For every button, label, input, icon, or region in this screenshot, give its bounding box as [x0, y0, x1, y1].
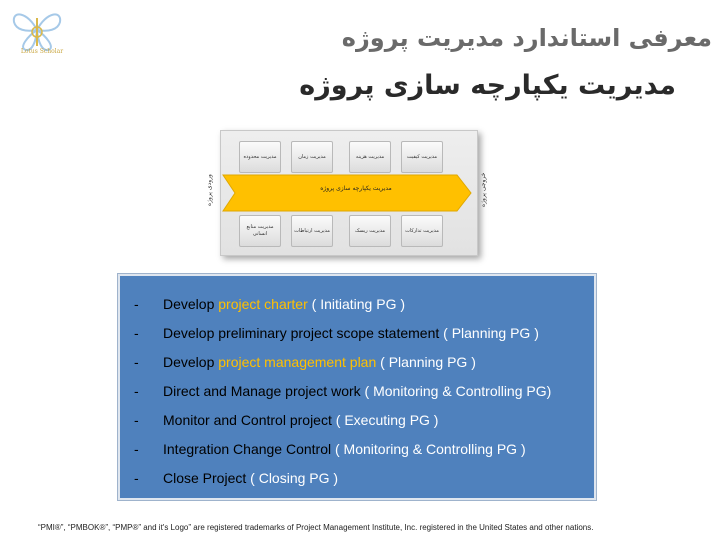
item-text: Develop preliminary project scope statement [163, 325, 440, 341]
list-item [134, 383, 590, 405]
list-item [134, 412, 590, 434]
list-dash: - [134, 412, 139, 428]
diagram-output-label: خروجی پروژه [480, 172, 487, 208]
item-text: Integration Change Control [163, 441, 332, 457]
list-item [134, 441, 590, 463]
item-text: Direct and Manage project work [163, 383, 361, 399]
process-group-label: ( Monitoring & Controlling PG ) [335, 441, 526, 457]
knowledge-area-box: مدیریت تدارکات [401, 215, 443, 247]
list-dash: - [134, 441, 139, 457]
item-highlight: project management plan [218, 354, 377, 370]
logo-caption: Lotus Scholar [20, 48, 64, 55]
list-dash: - [134, 383, 139, 399]
page-subtitle: مدیریت یکپارچه سازی پروژه [299, 70, 676, 101]
list-item [134, 470, 590, 492]
knowledge-area-box: مدیریت ریسک [349, 215, 391, 247]
process-list-panel [118, 274, 596, 500]
item-text: Close Project [163, 470, 247, 486]
list-dash: - [134, 325, 139, 341]
diagram-input-label: ورودی پروژه [206, 174, 213, 206]
knowledge-area-box: مدیریت منابع انسانی [239, 215, 281, 247]
knowledge-area-box: مدیریت هزینه [349, 141, 391, 173]
integration-diagram [220, 130, 478, 256]
page-title: معرفی استاندارد مدیریت پروژه [341, 24, 712, 52]
item-text: Develop [163, 354, 219, 370]
list-item [134, 354, 590, 376]
item-text: Monitor and Control project [163, 412, 332, 428]
process-group-label: ( Monitoring & Controlling PG) [364, 383, 552, 399]
knowledge-area-box: مدیریت کیفیت [401, 141, 443, 173]
process-group-label: ( Initiating PG ) [311, 296, 406, 312]
integration-band-label: مدیریت یکپارچه سازی پروژه [320, 185, 392, 192]
trademark-footer: “PMI®”, “PMBOK®”, “PMP®” and it's Logo” are registered trademarks of Project Management Institute, Inc. registered in the United States and other nations. [38, 523, 594, 532]
knowledge-area-box: مدیریت ارتباطات [291, 215, 333, 247]
process-group-label: ( Planning PG ) [443, 325, 539, 341]
process-group-label: ( Executing PG ) [335, 412, 439, 428]
list-dash: - [134, 354, 139, 370]
process-group-label: ( Planning PG ) [380, 354, 476, 370]
knowledge-area-box: مدیریت زمان [291, 141, 333, 173]
process-group-label: ( Closing PG ) [250, 470, 339, 486]
item-highlight: project charter [218, 296, 308, 312]
knowledge-area-box: مدیریت محدوده [239, 141, 281, 173]
item-text: Develop [163, 296, 219, 312]
list-dash: - [134, 296, 139, 312]
list-item [134, 296, 590, 318]
list-item [134, 325, 590, 347]
list-dash: - [134, 470, 139, 486]
